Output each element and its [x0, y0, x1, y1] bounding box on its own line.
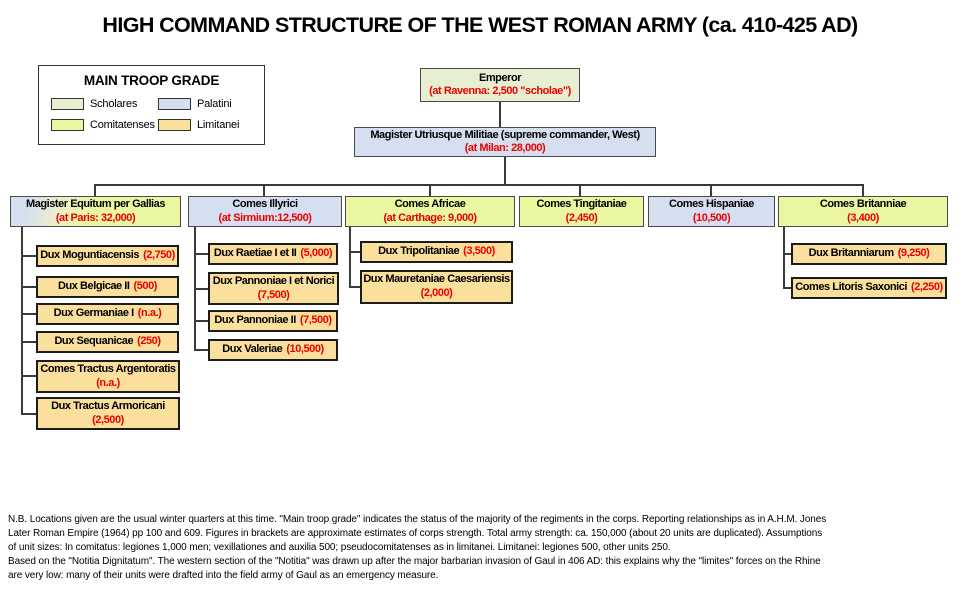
connector-trunk-britanniae — [783, 227, 785, 289]
box-title: Comes Litoris Saxonici — [795, 281, 908, 294]
sub-box-dux-sequanicae — [36, 331, 179, 353]
connector-stub — [21, 375, 36, 377]
connector-stub — [710, 184, 712, 196]
scholares-swatch — [51, 98, 84, 110]
box-detail: (5,000) — [300, 247, 333, 260]
legend-item-limitanei — [158, 117, 239, 132]
legend-label: Limitanei — [197, 118, 240, 131]
org-box-magister-utriusque-militiae — [354, 127, 656, 157]
box-detail: (n.a.) — [137, 307, 162, 320]
connector-stub — [21, 286, 36, 288]
sub-box-comes-tractus-argentoratis — [36, 360, 180, 393]
sub-box-comes-litoris-saxonici — [791, 277, 947, 299]
box-detail: (2,250) — [911, 281, 943, 294]
box-detail: (10,500) — [692, 211, 731, 224]
legend-label: Scholares — [90, 97, 138, 110]
connector-stub — [263, 184, 265, 196]
org-box-comes-illyrici — [188, 196, 342, 227]
box-title: Magister Utriusque Militiae (supreme commander, West) — [370, 128, 640, 141]
box-title: Dux Britanniarum — [808, 247, 894, 260]
box-title: Magister Equitum per Gallias — [26, 198, 165, 210]
footnote-line: are very low: many of their units were drafted into the field army of Gaul as an emergency measure. — [8, 570, 439, 581]
box-title: Dux Tripolitaniae — [378, 245, 460, 258]
legend-box — [38, 65, 265, 145]
connector-trunk-africae — [349, 227, 351, 288]
connector-branch-rail — [94, 184, 864, 186]
box-detail: (2,750) — [143, 249, 175, 262]
connector-stub — [194, 349, 208, 351]
box-detail: (9,250) — [897, 247, 930, 260]
connector-stub — [21, 413, 36, 415]
box-title: Dux Pannoniae II — [214, 314, 296, 327]
footnote-line: of unit sizes: In comitatus: legiones 1,000 men; vexillationes and auxilia 500; pseudocomitatenses as in limitanei. Limitanei: legiones 500, other units 250. — [8, 542, 671, 553]
box-detail: (7,500) — [257, 288, 290, 301]
connector-stub — [349, 286, 360, 288]
box-detail: (3,400) — [847, 211, 879, 224]
box-title: Dux Germaniae I — [53, 307, 134, 320]
box-detail: (2,500) — [92, 413, 124, 426]
sub-box-dux-raetiae-i-et-ii — [208, 243, 338, 265]
box-detail: (7,500) — [299, 314, 332, 327]
org-box-comes-britanniae — [778, 196, 948, 227]
box-title: Dux Pannoniae I et Norici — [212, 274, 335, 287]
org-box-comes-tingitaniae — [519, 196, 644, 227]
box-detail: (2,450) — [565, 211, 598, 224]
connector-stub — [862, 184, 864, 196]
box-title: Comes Hispaniae — [669, 198, 754, 210]
comitatenses-swatch — [51, 119, 84, 131]
box-detail: (n.a.) — [96, 376, 120, 389]
box-detail: (10,500) — [286, 343, 324, 356]
box-detail: (3,500) — [463, 245, 495, 258]
box-detail: (at Carthage: 9,000) — [383, 211, 477, 224]
box-title: Comes Tingitaniae — [536, 198, 627, 210]
footnote-line: Based on the "Notitia Dignitatum". The western section of the "Notitia" was drawn up after the major barbarian invasion of Gaul in 406 AD: this explains why the "limites" forces on the Rhine — [8, 556, 821, 567]
connector-stub — [194, 320, 208, 322]
footnote-line: N.B. Locations given are the usual winter quarters at this time. "Main troop grade" indicates the status of the majority of the regiments in the corps. Reporting relationships as in A.H.M. Jones — [8, 514, 827, 525]
connector-stub — [783, 253, 791, 255]
sub-box-dux-pannoniae-i-et-norici — [208, 272, 339, 305]
legend-title: MAIN TROOP GRADE — [83, 73, 220, 88]
connector-stub — [21, 341, 36, 343]
box-detail: (2,000) — [420, 287, 453, 299]
box-title: Comes Britanniae — [819, 198, 907, 210]
box-title: Emperor — [478, 71, 522, 84]
connector-stub — [429, 184, 431, 196]
sub-box-dux-tripolitaniae — [360, 241, 513, 263]
legend-item-comitatenses — [51, 117, 155, 132]
connector-stub — [783, 287, 791, 289]
connector-stub — [349, 251, 360, 253]
box-detail: (250) — [137, 335, 161, 348]
connector-stub — [194, 253, 208, 255]
box-title: Dux Tractus Armoricani — [51, 399, 165, 412]
connector-stub — [21, 313, 36, 315]
box-detail: (at Ravenna: 2,500 "scholae") — [429, 85, 571, 97]
box-title: Dux Valeriae — [222, 343, 283, 356]
box-title: Dux Belgicae II — [58, 280, 130, 293]
sub-box-dux-germaniae-i — [36, 303, 179, 325]
page-title: HIGH COMMAND STRUCTURE OF THE WEST ROMAN ARMY (ca. 410-425 AD) — [102, 13, 858, 37]
sub-box-dux-mauretaniae-caesariensis — [360, 270, 513, 304]
connector-stub — [94, 184, 96, 196]
org-box-emperor — [420, 68, 580, 102]
legend-label: Palatini — [197, 97, 232, 110]
box-title: Comes Illyrici — [232, 198, 298, 210]
box-title: Comes Tractus Argentoratis — [40, 362, 176, 375]
sub-box-dux-tractus-armoricani — [36, 397, 180, 430]
connector-stub — [21, 255, 36, 257]
box-title: Dux Moguntiacensis — [40, 249, 140, 262]
box-detail: (at Paris: 32,000) — [55, 211, 136, 224]
box-title: Dux Mauretaniae Caesariensis — [363, 273, 510, 286]
box-detail: (at Sirmium:12,500) — [218, 211, 312, 224]
sub-box-dux-belgicae-ii — [36, 276, 179, 298]
sub-box-dux-britanniarum — [791, 243, 947, 265]
sub-box-dux-moguntiacensis — [36, 245, 179, 267]
org-box-comes-hispaniae — [648, 196, 775, 227]
legend-item-scholares — [51, 96, 137, 111]
box-title: Comes Africae — [394, 198, 466, 210]
limitanei-swatch — [158, 119, 191, 131]
legend-label: Comitatenses — [90, 118, 155, 131]
connector-emperor-supreme — [499, 102, 501, 127]
connector-stub — [194, 288, 208, 290]
sub-box-dux-pannoniae-ii — [208, 310, 338, 332]
legend-item-palatini — [158, 96, 231, 111]
org-box-magister-equitum-per-gallias — [10, 196, 181, 227]
connector-supreme-branches — [504, 157, 506, 185]
box-detail: (at Milan: 28,000) — [464, 142, 546, 154]
sub-box-dux-valeriae — [208, 339, 338, 361]
palatini-swatch — [158, 98, 191, 110]
box-detail: (500) — [133, 280, 157, 293]
footnotes — [8, 513, 826, 583]
org-box-comes-africae — [345, 196, 515, 227]
box-title: Dux Raetiae I et II — [213, 247, 297, 260]
connector-stub — [579, 184, 581, 196]
box-title: Dux Sequanicae — [54, 335, 134, 348]
footnote-line: Later Roman Empire (1964) pp 100 and 609. Figures in brackets are approximate estimates of corps strength. Total army strength: ca. 150,000 (about 20 units are duplicated). Assumptions — [8, 528, 823, 539]
